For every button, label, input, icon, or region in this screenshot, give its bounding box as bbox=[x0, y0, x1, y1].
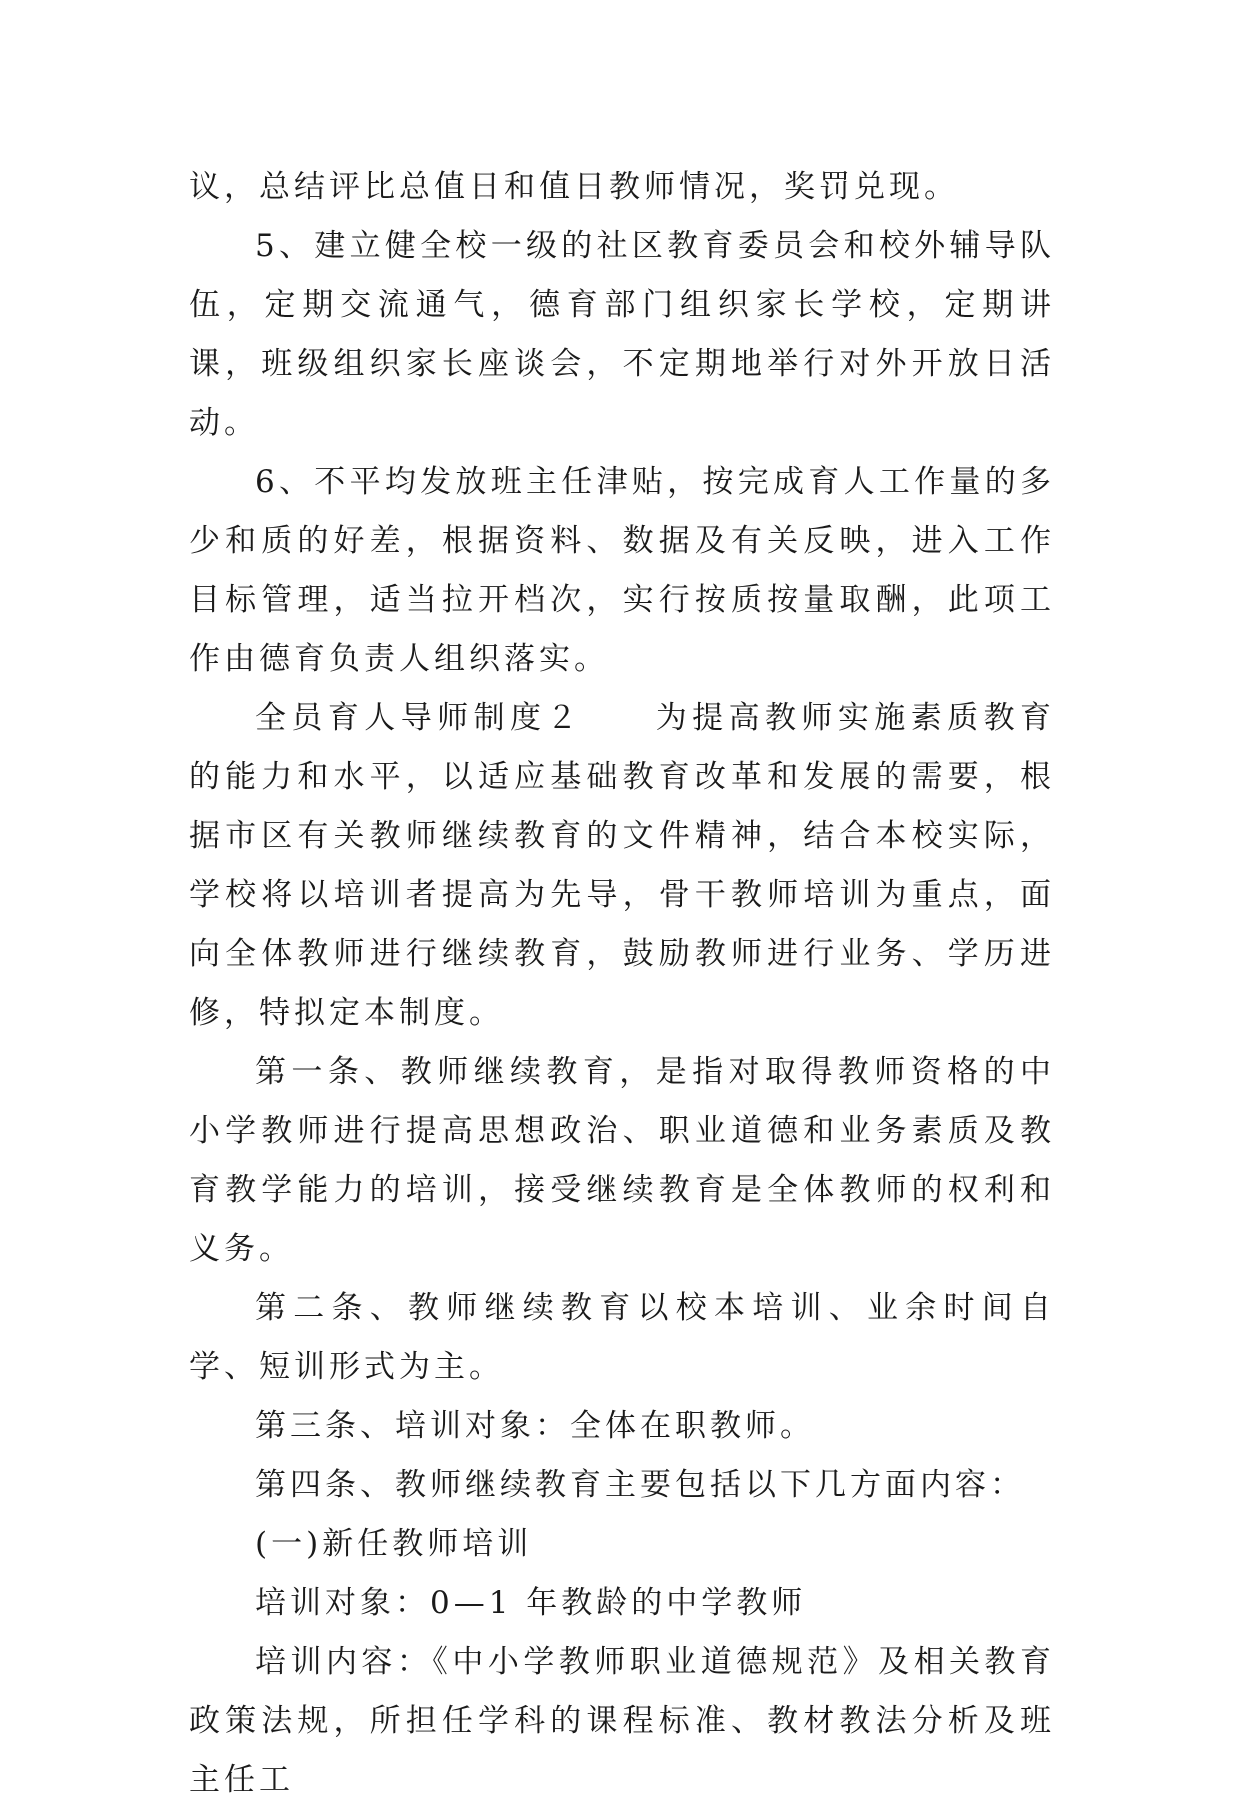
paragraph-9: (一)新任教师培训 bbox=[255, 1526, 533, 1562]
paragraph-2: 5、建立健全校一级的社区教育委员会和校外辅导队伍，定期交流通气，德育部门组织家长学校，定期讲课，班级组织家长座谈会，不定期地举行对外开放日活动。 bbox=[189, 228, 1055, 441]
paragraph-10: 培训对象：0—1 年教龄的中学教师 bbox=[255, 1585, 807, 1621]
paragraph-3: 6、不平均发放班主任津贴，按完成育人工作量的多少和质的好差，根据资料、数据及有关反映，进入工作目标管理，适当拉开档次，实行按质按量取酬，此项工作由德育负责人组织落实。 bbox=[189, 464, 1055, 677]
paragraph-11: 培训内容：《中小学教师职业道德规范》及相关教育政策法规，所担任学科的课程标准、教材教法分析及班主任工 bbox=[189, 1644, 1055, 1798]
paragraph-6: 第二条、教师继续教育以校本培训、业余时间自学、短训形式为主。 bbox=[189, 1290, 1055, 1385]
paragraph-7: 第三条、培训对象：全体在职教师。 bbox=[255, 1408, 815, 1444]
paragraph-1: 议，总结评比总值日和值日教师情况，奖罚兑现。 bbox=[189, 169, 959, 205]
document-body bbox=[189, 158, 1055, 1810]
paragraph-8: 第四条、教师继续教育主要包括以下几方面内容： bbox=[255, 1467, 1025, 1503]
paragraph-5: 第一条、教师继续教育，是指对取得教师资格的中小学教师进行提高思想政治、职业道德和业务素质及教育教学能力的培训，接受继续教育是全体教师的权利和义务。 bbox=[189, 1054, 1055, 1267]
paragraph-4: 全员育人导师制度２ 为提高教师实施素质教育的能力和水平，以适应基础教育改革和发展的需要，根据市区有关教师继续教育的文件精神，结合本校实际，学校将以培训者提高为先导，骨干教师培训为重点，面向全体教师进行继续教育，鼓励教师进行业务、学历进修，特拟定本制度。 bbox=[189, 700, 1055, 1031]
